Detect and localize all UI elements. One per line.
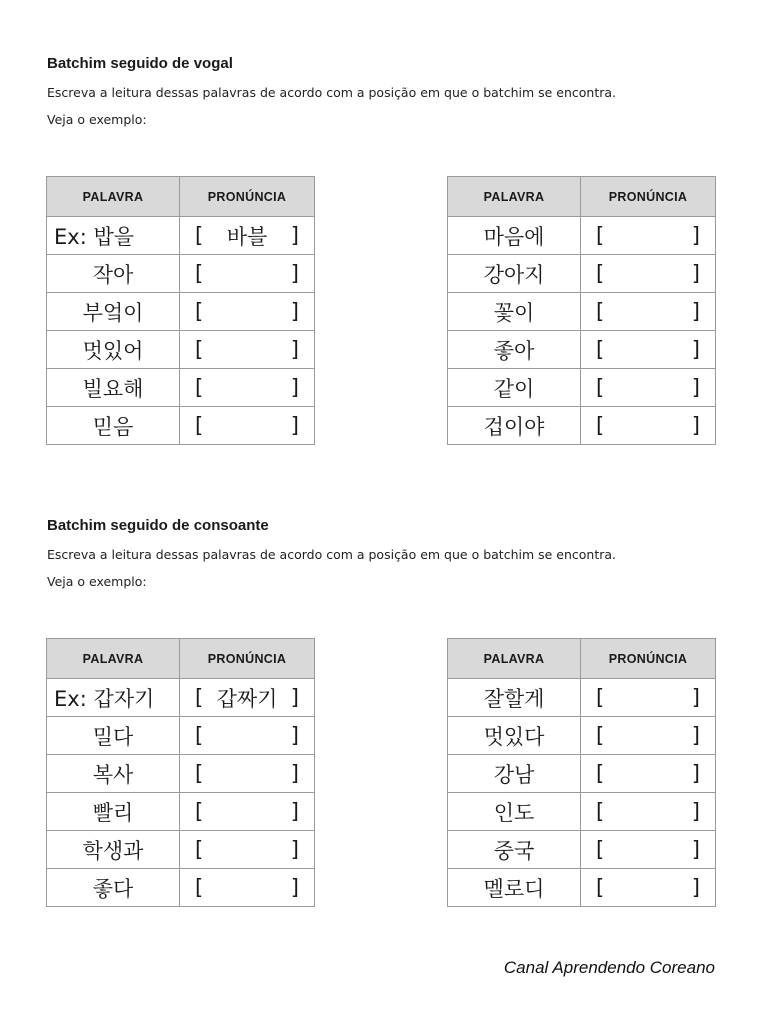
table-row <box>448 793 716 831</box>
open-bracket: [ <box>195 223 204 248</box>
pronunciation-answer-cell[interactable] <box>581 293 716 331</box>
table-row <box>47 869 315 907</box>
footer-credit: Canal Aprendendo Coreano <box>503 958 715 977</box>
pronunciation-answer-cell[interactable] <box>180 831 315 869</box>
section-consoante-header <box>47 517 727 589</box>
word-cell: Ex: 밥을 <box>47 217 180 255</box>
close-bracket: ] <box>691 685 700 710</box>
close-bracket: ] <box>691 723 700 748</box>
close-bracket: ] <box>691 375 700 400</box>
table-row <box>47 407 315 445</box>
pronunciation-answer-cell[interactable] <box>581 369 716 407</box>
header-palavra: PALAVRA <box>448 639 581 679</box>
table-row <box>47 331 315 369</box>
open-bracket: [ <box>195 761 204 786</box>
table-header-row <box>448 177 716 217</box>
open-bracket: [ <box>195 685 204 710</box>
word-cell: 복사 <box>47 755 180 793</box>
close-bracket: ] <box>691 837 700 862</box>
table-row <box>448 717 716 755</box>
table-row <box>47 679 315 717</box>
word-cell: 꽃이 <box>448 293 581 331</box>
header-pronuncia: PRONÚNCIA <box>180 639 315 679</box>
table-row <box>448 679 716 717</box>
word-cell: 겁이야 <box>448 407 581 445</box>
table-row <box>448 755 716 793</box>
pronunciation-answer-cell[interactable] <box>180 869 315 907</box>
pronunciation-answer-cell[interactable] <box>180 755 315 793</box>
close-bracket: ] <box>290 875 299 900</box>
pronunciation-answer-cell[interactable] <box>581 407 716 445</box>
worksheet-table-consoante-right <box>447 638 716 907</box>
header-pronuncia: PRONÚNCIA <box>581 177 716 217</box>
close-bracket: ] <box>290 685 299 710</box>
section-title: Batchim seguido de vogal <box>47 55 233 72</box>
word-cell: 강남 <box>448 755 581 793</box>
example-label: Veja o exemplo: <box>47 112 147 127</box>
close-bracket: ] <box>290 723 299 748</box>
open-bracket: [ <box>596 685 605 710</box>
pronunciation-answer-cell[interactable] <box>581 869 716 907</box>
close-bracket: ] <box>691 223 700 248</box>
header-pronuncia: PRONÚNCIA <box>581 639 716 679</box>
pronunciation-answer-cell[interactable] <box>581 793 716 831</box>
pronunciation-answer-cell[interactable] <box>180 293 315 331</box>
table-row <box>47 755 315 793</box>
pronunciation-answer-cell[interactable] <box>180 255 315 293</box>
close-bracket: ] <box>691 761 700 786</box>
close-bracket: ] <box>290 375 299 400</box>
open-bracket: [ <box>596 875 605 900</box>
pronunciation-answer: 바블 <box>226 224 268 249</box>
table-row <box>47 255 315 293</box>
header-palavra: PALAVRA <box>47 177 180 217</box>
word-cell: 좋다 <box>47 869 180 907</box>
open-bracket: [ <box>596 413 605 438</box>
table-row <box>47 369 315 407</box>
section-instruction: Escreva a leitura dessas palavras de acordo com a posição em que o batchim se encontra. <box>47 85 617 100</box>
open-bracket: [ <box>596 761 605 786</box>
word-cell: 마음에 <box>448 217 581 255</box>
word-cell: 중국 <box>448 831 581 869</box>
open-bracket: [ <box>596 837 605 862</box>
pronunciation-answer-cell[interactable] <box>581 679 716 717</box>
close-bracket: ] <box>290 799 299 824</box>
close-bracket: ] <box>691 413 700 438</box>
open-bracket: [ <box>195 375 204 400</box>
table-row <box>47 717 315 755</box>
word-cell: 인도 <box>448 793 581 831</box>
header-pronuncia: PRONÚNCIA <box>180 177 315 217</box>
header-palavra: PALAVRA <box>47 639 180 679</box>
example-label: Veja o exemplo: <box>47 574 147 589</box>
open-bracket: [ <box>195 799 204 824</box>
close-bracket: ] <box>290 299 299 324</box>
open-bracket: [ <box>596 375 605 400</box>
section-instruction: Escreva a leitura dessas palavras de acordo com a posição em que o batchim se encontra. <box>47 547 617 562</box>
pronunciation-answer-cell[interactable] <box>180 217 315 255</box>
table-row <box>448 407 716 445</box>
table-row <box>448 293 716 331</box>
close-bracket: ] <box>290 261 299 286</box>
close-bracket: ] <box>691 875 700 900</box>
pronunciation-answer-cell[interactable] <box>581 717 716 755</box>
table-header-row <box>448 639 716 679</box>
word-cell: 작아 <box>47 255 180 293</box>
close-bracket: ] <box>290 223 299 248</box>
close-bracket: ] <box>691 337 700 362</box>
worksheet-table-vogal-right <box>447 176 716 445</box>
word-cell: 멋있다 <box>448 717 581 755</box>
word-cell: 강아지 <box>448 255 581 293</box>
word-cell: 좋아 <box>448 331 581 369</box>
table-row <box>47 217 315 255</box>
table-row <box>47 793 315 831</box>
worksheet-table-consoante-left <box>46 638 315 907</box>
pronunciation-answer-cell[interactable] <box>180 369 315 407</box>
close-bracket: ] <box>290 337 299 362</box>
pronunciation-answer: 갑짜기 <box>216 686 278 711</box>
table-row <box>47 293 315 331</box>
open-bracket: [ <box>195 723 204 748</box>
worksheet-table-vogal-left <box>46 176 315 445</box>
open-bracket: [ <box>596 723 605 748</box>
open-bracket: [ <box>195 299 204 324</box>
close-bracket: ] <box>691 261 700 286</box>
open-bracket: [ <box>596 799 605 824</box>
close-bracket: ] <box>290 837 299 862</box>
word-cell: 같이 <box>448 369 581 407</box>
table-header-row <box>47 639 315 679</box>
open-bracket: [ <box>195 413 204 438</box>
word-cell: 잘할게 <box>448 679 581 717</box>
section-title: Batchim seguido de consoante <box>47 517 269 534</box>
pronunciation-answer-cell[interactable] <box>581 217 716 255</box>
open-bracket: [ <box>195 875 204 900</box>
pronunciation-answer-cell[interactable] <box>180 679 315 717</box>
table-row <box>47 831 315 869</box>
open-bracket: [ <box>596 261 605 286</box>
pronunciation-answer-cell[interactable] <box>180 331 315 369</box>
word-cell: 빨리 <box>47 793 180 831</box>
word-cell: 빌요해 <box>47 369 180 407</box>
pronunciation-answer-cell[interactable] <box>180 793 315 831</box>
word-cell: 학생과 <box>47 831 180 869</box>
word-cell: 멜로디 <box>448 869 581 907</box>
close-bracket: ] <box>691 299 700 324</box>
table-header-row <box>47 177 315 217</box>
table-row <box>448 217 716 255</box>
pronunciation-answer-cell[interactable] <box>180 407 315 445</box>
close-bracket: ] <box>290 761 299 786</box>
pronunciation-answer-cell[interactable] <box>180 717 315 755</box>
open-bracket: [ <box>596 337 605 362</box>
word-cell: 믿음 <box>47 407 180 445</box>
header-palavra: PALAVRA <box>448 177 581 217</box>
pronunciation-answer-cell[interactable] <box>581 255 716 293</box>
open-bracket: [ <box>195 261 204 286</box>
close-bracket: ] <box>691 799 700 824</box>
pronunciation-answer-cell[interactable] <box>581 831 716 869</box>
open-bracket: [ <box>596 223 605 248</box>
table-row <box>448 255 716 293</box>
section-vogal-header <box>47 55 727 127</box>
pronunciation-answer-cell[interactable] <box>581 331 716 369</box>
open-bracket: [ <box>195 837 204 862</box>
open-bracket: [ <box>596 299 605 324</box>
table-row <box>448 869 716 907</box>
open-bracket: [ <box>195 337 204 362</box>
word-cell: Ex: 갑자기 <box>47 679 180 717</box>
table-row <box>448 369 716 407</box>
table-row <box>448 331 716 369</box>
word-cell: 멋있어 <box>47 331 180 369</box>
close-bracket: ] <box>290 413 299 438</box>
word-cell: 부엌이 <box>47 293 180 331</box>
table-row <box>448 831 716 869</box>
word-cell: 밀다 <box>47 717 180 755</box>
pronunciation-answer-cell[interactable] <box>581 755 716 793</box>
